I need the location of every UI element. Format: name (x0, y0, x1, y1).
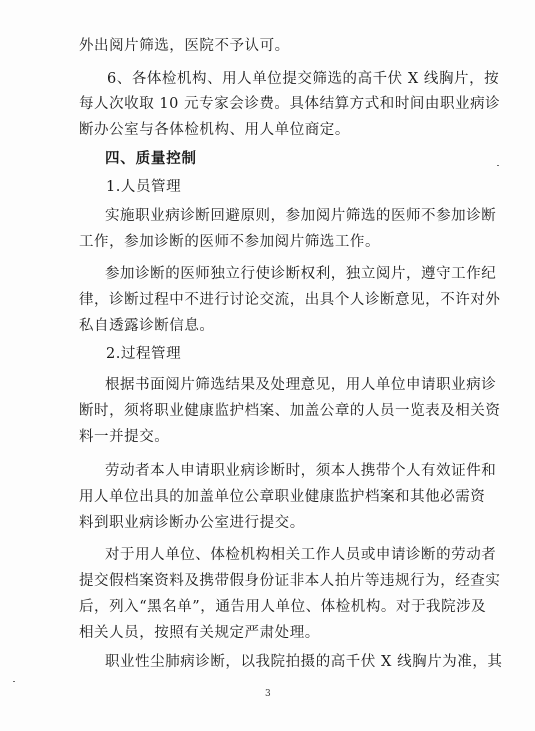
text-line: 私自透露诊断信息。 (79, 318, 215, 334)
text-line: 劳动者本人申请职业病诊断时，须本人携带个人有效证件和 (105, 463, 497, 479)
text-line: 参加诊断的医师独立行使诊断权利，独立阅片，遵守工作纪 (105, 266, 497, 282)
text-line: 根据书面阅片筛选结果及处理意见，用人单位申请职业病诊 (105, 377, 497, 393)
text-line: 料到职业病诊断办公室进行提交。 (79, 515, 305, 531)
text-line: 律，诊断过程中不进行讨论交流，出具个人诊断意见，不许对外 (79, 292, 501, 308)
subsection-heading: 2.过程管理 (106, 346, 182, 362)
text-line: 实施职业病诊断回避原则，参加阅片筛选的医师不参加诊断 (105, 208, 497, 224)
subsection-heading: 1.人员管理 (106, 179, 182, 195)
text-line: 提交假档案资料及携带假身份证非本人拍片等违规行为，经查实 (79, 573, 501, 589)
text-line: 断时，须将职业健康监护档案、加盖公章的人员一览表及相关资 (79, 403, 501, 419)
text-line: 用人单位出具的加盖单位公章职业健康监护档案和其他必需资 (79, 489, 486, 505)
text-line: 外出阅片筛选，医院不予认可。 (79, 38, 290, 54)
page-number: 3 (265, 689, 271, 699)
scan-mark (13, 681, 15, 682)
text-line: 工作，参加诊断的医师不参加阅片筛选工作。 (79, 234, 380, 250)
section-heading: 四、质量控制 (105, 150, 197, 167)
text-line: 职业性尘肺病诊断，以我院拍摄的高千伏 X 线胸片为准，其 (105, 654, 503, 670)
scan-mark (497, 165, 499, 166)
text-line: 断办公室与各体检机构、用人单位商定。 (79, 122, 350, 138)
text-line: 料一并提交。 (79, 429, 170, 445)
text-line: 每人次收取 10 元专家会诊费。具体结算方式和时间由职业病诊 (79, 96, 501, 112)
text-line: 后，列入“黑名单”，通告用人单位、体检机构。对于我院涉及 (79, 599, 487, 615)
text-line: 对于用人单位、体检机构相关工作人员或申请诊断的劳动者 (105, 547, 497, 563)
text-line: 6、各体检机构、用人单位提交筛选的高千伏 X 线胸片，按 (107, 71, 500, 87)
text-line: 相关人员，按照有关规定严肃处理。 (79, 625, 320, 641)
